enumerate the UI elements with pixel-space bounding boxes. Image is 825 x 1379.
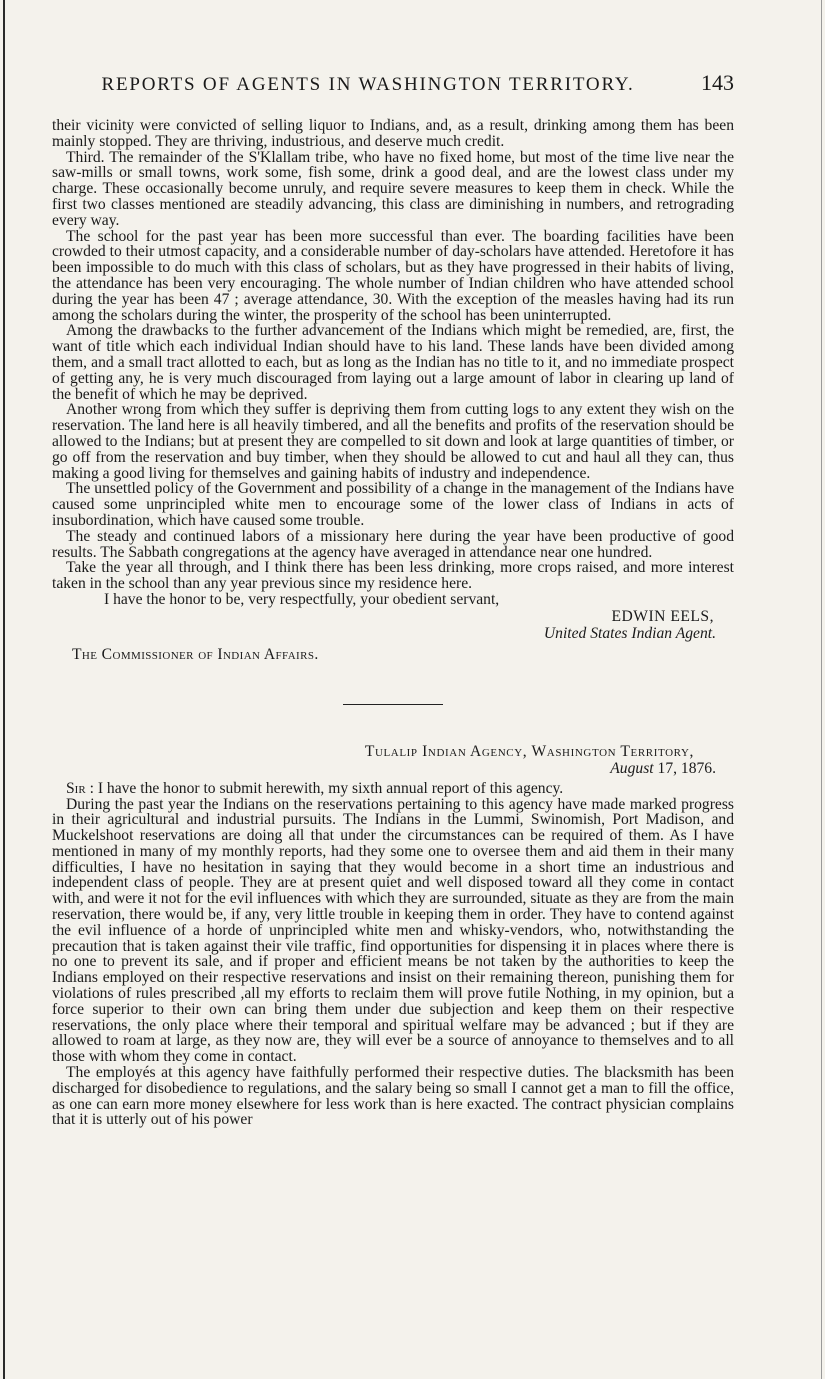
signatory-title: United States Indian Agent. <box>543 624 716 642</box>
paragraph: Among the drawbacks to the further advancement of the Indians which might be remedied, are, first, the want of title which each individual Indian should have to his land. These lands have been divided among them, and a small tract allotted to each, but as long as the Indian has no title to it, and no immediate prospect of getting any, he is very much discouraged from laying out a large amount of labor in clearing up land of the benefit of which he may be deprived. <box>52 322 734 403</box>
section-divider <box>343 704 443 705</box>
running-title: REPORTS OF AGENTS IN WASHINGTON TERRITORY. <box>101 74 635 95</box>
paragraph: Take the year all through, and I think there has been less drinking, more crops raised, and more interest taken in the school than any year previous since my residence here. <box>52 559 734 593</box>
salutation-paragraph <box>52 781 734 797</box>
paragraph: Another wrong from which they suffer is depriving them from cutting logs to any extent they wish on the reservation. The land here is all heavily timbered, and all the benefits and profits of the reservation should be allowed to the Indians; but at present they are compelled to sit down and look at large quantities of timber, or go off from the reservation and buy timber, when they should be allowed to cut and haul all they can, thus making a good living for themselves and gaining habits of industry and independence. <box>52 401 734 482</box>
paragraph: The steady and continued labors of a missionary here during the year have been productive of good results. The Sabbath congregations at the agency have averaged in attendance near one hundred. <box>52 527 734 561</box>
page-content <box>52 70 734 1128</box>
page-number: 143 <box>701 70 734 95</box>
salutation: Sir : <box>66 779 94 797</box>
paragraph: Third. The remainder of the S'Klallam tribe, who have no fixed home, but most of the time live near the saw-mills or small towns, work some, fish some, drink a good deal, and are the lowest class under my charge. These occasionally become unruly, and require severe measures to keep them in check. While the first two classes mentioned are steadily advancing, this class are diminishing in numbers, and retrograding every way. <box>52 148 734 229</box>
paragraph: The employés at this agency have faithfully performed their respective duties. The blacksmith has been discharged for disobedience to regulations, and the salary being so small I cannot get a man to fill the office, as one can earn more money elsewhere for less work than is here exacted. The contract physician complains that it is utterly out of his power <box>52 1064 734 1129</box>
dateline-date <box>52 760 734 777</box>
paragraph: During the past year the Indians on the reservations pertaining to this agency have made marked progress in their agricultural and industrial pursuits. The Indians in the Lummi, Swinomish, Port Madison, and Muckelshoot reservations are doing all that under the circumstances can be required of them. As I have mentioned in many of my monthly reports, had they some one to oversee them and aid them in their many difficulties, I have no hesitation in saying that they would become in a short time an industrious and independent class of people. They are at present quiet and well disposed toward all they come in contact with, and were it not for the evil influences with which they are surrounded, situate as they are from the main reservation, there would be, if any, very little trouble in keeping them in order. They have to contend against the evil influence of a horde of unprincipled white men and whisky-vendors, who, notwithstanding the precaution that is taken against their vile traffic, find opportunities for dispensing it in places where there is no one to prevent its sale, and if proper and efficient means be not taken by the authorities to keep the Indians employed on their respective reservations and insist on their remaining thereon, punishing them for violations of rules prescribed ,all my efforts to reclaim them will prove futile Nothing, in my opinion, but a force superior to their own can bring them under due subjection and keep them on their respective reservations, the only place where their temporal and spiritual welfare may be advanced ; but if they are allowed to roam at large, as they now are, they will ever be a source of annoyance to themselves and to all those with whom they come in contact. <box>52 795 734 1066</box>
closing-line: I have the honor to be, very respectfully, your obedient servant, <box>104 590 500 608</box>
page-edge-right <box>821 0 822 1379</box>
opening-sentence: I have the honor to submit herewith, my sixth annual report of this agency. <box>97 779 564 797</box>
report-tulalip <box>52 743 734 1129</box>
running-head <box>52 70 734 100</box>
page-edge-left <box>3 0 5 1379</box>
report-eels <box>52 118 734 663</box>
signatory-name: EDWIN EELS, <box>611 607 714 625</box>
paragraph: The unsettled policy of the Government and possibility of a change in the management of the Indians have caused some unprincipled white men to encourage some of the lower class of Indians in acts of insubordination, which have caused some trouble. <box>52 480 734 529</box>
paragraph: their vicinity were convicted of selling liquor to Indians, and, as a result, drinking among them has been mainly stopped. They are thriving, industrious, and deserve much credit. <box>52 117 734 150</box>
dateline-day-year: 17, 1876. <box>657 759 716 777</box>
dateline-month: August <box>610 759 654 777</box>
addressee: The Commissioner of Indian Affairs. <box>72 645 319 663</box>
paragraph: The school for the past year has been more successful than ever. The boarding facilities have been crowded to their utmost capacity, and a considerable number of day-scholars have attended. Heretofore it has been impossible to do much with this class of scholars, but as they have progressed in their habits of living, the attendance has been very encouraging. The whole number of Indian children who have attended school during the year has been 47 ; average attendance, 30. With the exception of the measles having had its run among the scholars during the winter, the prosperity of the school has been uninterrupted. <box>52 227 734 324</box>
dateline-place: Tulalip Indian Agency, Washington Territory, <box>364 742 694 760</box>
